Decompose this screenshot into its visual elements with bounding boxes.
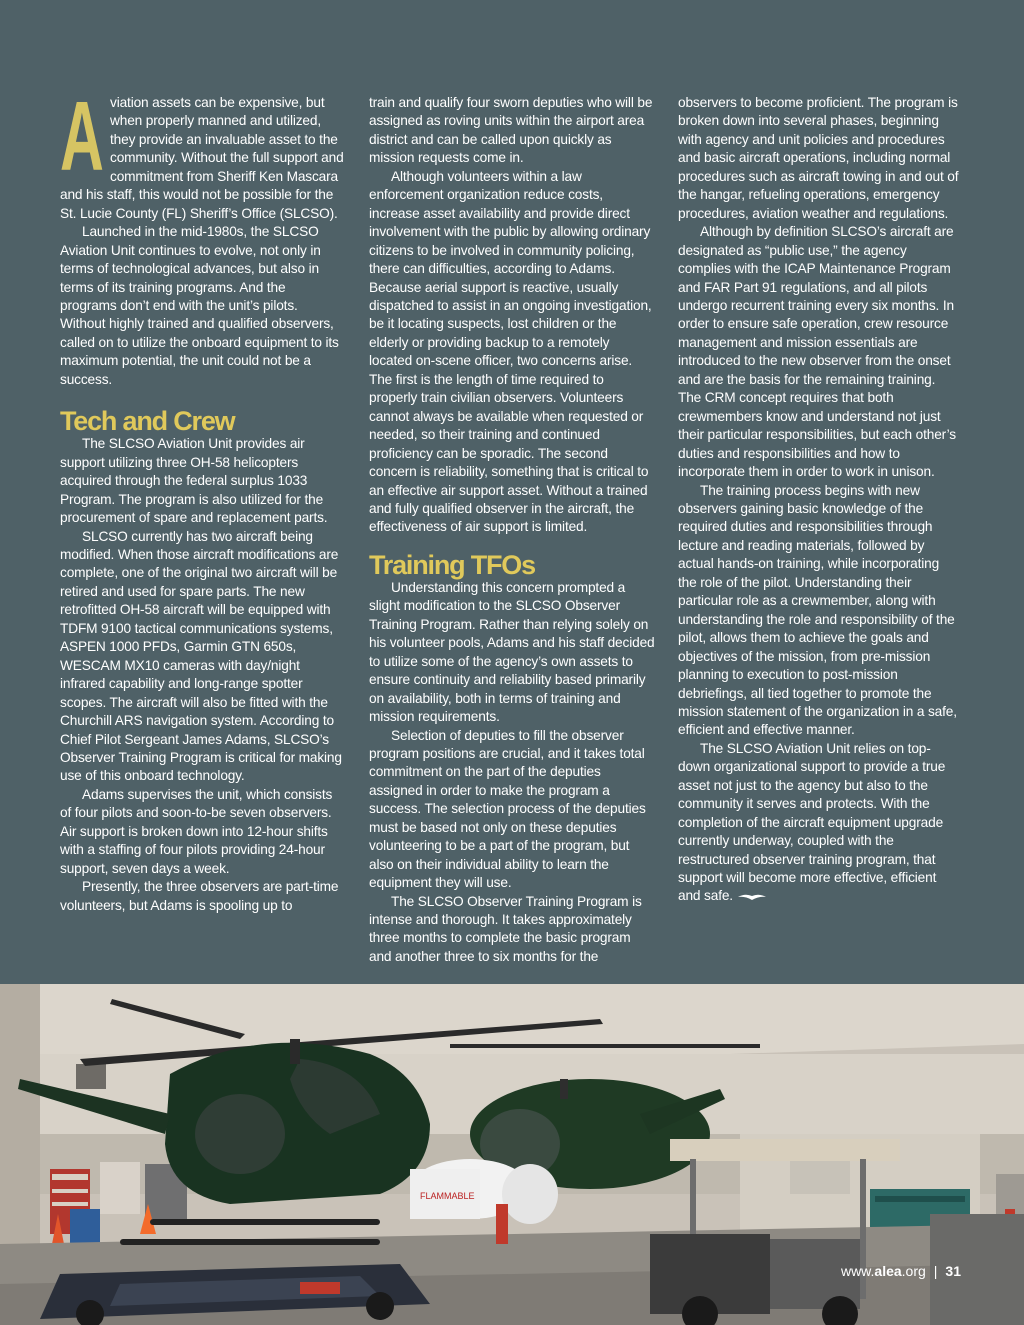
paragraph: Although volunteers within a law enforcement organization reduce costs, increase asset availability and provide direct involvement with the public by allowing ordinary citizens to be involved in community policing, there can difficulties, according to Adams. Because aerial support is reactive, usually dispatched to assist in an ongoing investigation, be it locating suspects, lost children or the elderly or providing backup to a remotely located on-scene officer, two concerns arise. The first is the length of time required to properly train civilian observers. Volunteers cannot always be available when requested or needed, so their training and continued proficiency can be sporadic. The second concern is reliability, something that is critical to an effective air support asset. Without a trained and fully qualified observer in the aircraft, the effectiveness of air support is limited. <box>369 168 652 535</box>
paragraph: train and qualify four sworn deputies who will be assigned as roving units within the airport area district and can be called upon quickly as mission requests come in. <box>369 95 653 166</box>
paragraph: SLCSO currently has two aircraft being modified. When those aircraft modifications are complete, one of the original two aircraft will be retired and used for spare parts. The new retrofitted OH-58 aircraft will be equipped with TDFM 9100 tactical communications systems, ASPEN 1000 PFDs, Garmin GTN 650s, WESCAM MX10 cameras with day/night infrared capability and long-range spotter scopes. The aircraft will also be fitted with the Churchill ARS navigation system. According to Chief Pilot Sergeant James Adams, SLCSO’s Observer Training Program is critical for making use of this onboard technology. <box>60 528 342 784</box>
section-heading-tech-and-crew: Tech and Crew <box>60 406 235 437</box>
end-mark-icon <box>737 892 767 902</box>
paragraph: The SLCSO Aviation Unit provides air support utilizing three OH-58 helicopters acquired through the federal surplus 1033 Program. The program is also utilized for the procurement of spare and replacement parts. <box>60 436 328 526</box>
paragraph: Although by definition SLCSO’s aircraft are designated as “public use,” the agency complies with the ICAP Maintenance Program and FAR Part 91 regulations, and all pilots undergo recurrent training every six months. In order to ensure safe operation, crew resource management and mission essentials are introduced to the new observer from the onset and are the basis for the remaining training. The CRM concept requires that both crewmembers know and understand not just their particular responsibilities, but each other’s duties and responsibilities and how to incorporate them in order to work in unison. <box>678 224 956 480</box>
fuel-tank-label: FLAMMABLE <box>420 1191 475 1201</box>
footer-separator: | <box>933 1263 938 1279</box>
paragraph: Presently, the three observers are part-time volunteers, but Adams is spooling up to <box>60 879 339 913</box>
article-column-1 <box>60 81 345 915</box>
site-url-suffix: .org <box>901 1263 926 1279</box>
paragraph: Understanding this concern prompted a slight modification to the SLCSO Observer Training Program. Rather than relying solely on his volunteer pools, Adams and his staff decided to utilize some of the agency’s own assets to ensure continuity and reliability based primarily on availability, both in terms of training and mission requirements. <box>369 579 655 725</box>
paragraph: Adams supervises the unit, which consists of four pilots and soon-to-be seven observers. Air support is broken down into 12-hour shifts with a staffing of four pilots providing 24-hour support, seven days a week. <box>60 786 333 876</box>
closing-paragraph-text: The SLCSO Aviation Unit relies on top-down organizational support to provide a true asset not just to the agency but also to the community it serves and protects. With the completion of the aircraft equipment upgrade currently underway, coupled with the restructured observer training program, that support will become more effective, efficient and safe. <box>678 740 946 904</box>
article-column-2 <box>369 94 655 966</box>
paragraph: observers to become proficient. The program is broken down into several phases, beginning with agency and unit policies and procedures and basic aircraft operations, including normal procedures such as aircraft towing in and out of the hangar, refueling operations, emergency procedures, aviation weather and regulations. <box>678 95 959 221</box>
paragraph: viation assets can be expensive, but when properly manned and utilized, they provide an invaluable asset to the community. Without the full support and commitment from Sheriff Ken Mascara and his staff, this would not be possible for the St. Lucie County (FL) Sheriff’s Office (SLCSO). <box>60 95 344 221</box>
site-url-name: alea <box>874 1263 902 1279</box>
article-column-3 <box>678 94 961 906</box>
paragraph <box>678 740 961 906</box>
page-number: 31 <box>945 1263 961 1279</box>
drop-cap-letter: A <box>60 81 104 191</box>
paragraph: The SLCSO Observer Training Program is intense and thorough. It takes approximately three months to complete the basic program and another three to six months for the <box>369 893 642 964</box>
section-heading-training-tfos: Training TFOs <box>369 549 535 580</box>
paragraph: Selection of deputies to fill the observer program positions are crucial, and it takes total commitment on the part of the deputies assigned in order to make the program a success. The selection process of the deputies must be based not only on these deputies volunteering to be a part of the program, but also on their individual ability to learn the equipment they will use. <box>369 727 646 891</box>
site-url-prefix: www. <box>840 1263 875 1279</box>
drop-cap <box>60 81 110 191</box>
page-footer <box>841 1263 961 1279</box>
paragraph: Launched in the mid-1980s, the SLCSO Aviation Unit continues to evolve, not only in terms of technological advances, but also in terms of its training programs. And the programs don’t end with the unit’s pilots. Without highly trained and qualified observers, called on to utilize the onboard equipment to its maximum potential, the unit could not be a success. <box>60 224 339 387</box>
paragraph: The training process begins with new observers gaining basic knowledge of the required duties and responsibilities through lecture and reading materials, followed by actual hands-on training, while incorporating the role of the pilot. Understanding their particular role as a crewmember, along with understanding the role and responsibility of the pilot, allows them to achieve the goals and objectives of the mission, from pre-mission planning to execution to post-mission debriefings, all tied together to promote the mission statement of the organization in a safe, efficient and effective manner. <box>678 482 957 738</box>
